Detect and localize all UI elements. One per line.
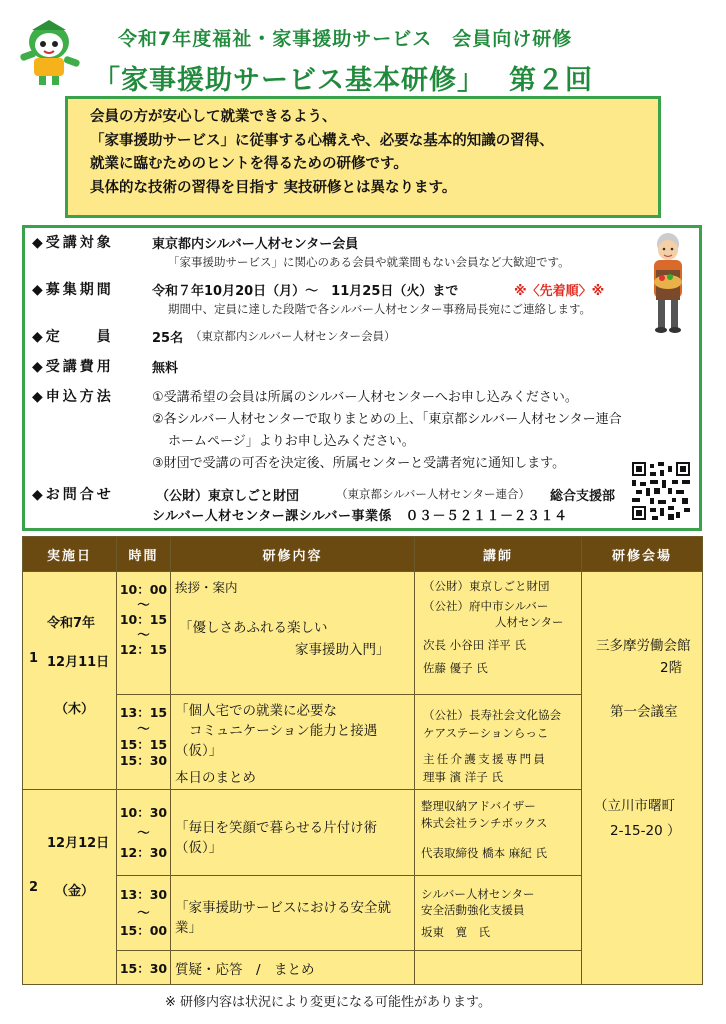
page-title xyxy=(93,58,593,97)
intro-line: 具体的な技術の習得を目指す 実技研修とは異なります。 xyxy=(90,179,457,196)
instructor-line: 理事 濱 洋子 氏 xyxy=(423,770,503,784)
instructor-cell xyxy=(415,951,582,985)
contact-dept: 総合支援部 xyxy=(550,489,616,504)
content-line: 業」 xyxy=(175,920,202,936)
content-line: 「優しさあふれる楽しい xyxy=(179,620,328,636)
time-cell xyxy=(117,695,171,790)
instructor-line: （公社）長寿社会文化協会 xyxy=(423,708,561,722)
content-line: 「毎日を笑顔で暮らせる片付け術 xyxy=(175,820,378,836)
instructor-line: 佐藤 優子 氏 xyxy=(423,661,488,675)
day2-date: 12月12日 xyxy=(47,836,110,851)
time-sep: ～ xyxy=(137,824,150,840)
time-sep: ～ xyxy=(137,627,150,642)
time-end: 12：15 xyxy=(119,642,168,657)
table-row xyxy=(23,572,703,695)
instructor-cell xyxy=(415,790,582,876)
content-line: コミュニケーション能力と接遇 xyxy=(189,723,378,739)
capacity-label: ◆定 員 xyxy=(32,329,114,345)
time-closing: 15：30 xyxy=(119,753,168,768)
title-text: 「家事援助サービス基本研修」 xyxy=(93,65,485,96)
header-time: 時間 xyxy=(117,537,171,572)
contact-label: ◆お問合せ xyxy=(32,487,114,503)
target-label: ◆受講対象 xyxy=(32,235,114,251)
instructor-line: 代表取締役 橋本 麻紀 氏 xyxy=(421,846,547,860)
intro-line: 就業に臨むためのヒントを得るための研修です。 xyxy=(90,156,408,172)
venue-address2: 2-15-20 ） xyxy=(610,823,681,839)
instructor-cell xyxy=(415,695,582,790)
apply-step-2-cont: ホームページ」よりお申し込みください。 xyxy=(168,434,415,449)
time-sep: ～ xyxy=(137,721,150,736)
instructor-line: 安全活動強化支援員 xyxy=(421,903,525,917)
target-value: 東京都内シルバー人材センター会員 xyxy=(152,237,359,252)
instructor-line: 人材センター xyxy=(495,615,564,629)
content-cell xyxy=(171,951,415,985)
apply-step-1: ①受講希望の会員は所属のシルバー人材センターへお申し込みください。 xyxy=(152,390,578,405)
header-content: 研修内容 xyxy=(171,537,415,572)
day2-dow: （金） xyxy=(55,884,95,899)
header-date: 実施日 xyxy=(23,537,117,572)
content-cell xyxy=(171,695,415,790)
apply-step-2: ②各シルバー人材センターで取りまとめの上、「東京都シルバー人材センター連合 xyxy=(152,412,622,427)
content-line: 本日のまとめ xyxy=(175,770,256,786)
day1-year: 令和7年 xyxy=(47,616,96,631)
target-note: 「家事援助サービス」に関心のある会員や就業間もない会員など大歓迎です。 xyxy=(168,255,570,269)
intro-box xyxy=(65,96,661,218)
instructor-line: （公財）東京しごと財団 xyxy=(423,579,550,593)
intro-line: 会員の方が安心して就業できるよう、 xyxy=(90,109,337,125)
content-cell xyxy=(171,790,415,876)
time-mid: 10：15 xyxy=(119,612,168,627)
time-start: 13：30 xyxy=(119,887,168,902)
content-line: （仮）」 xyxy=(175,840,223,856)
content-cell xyxy=(171,572,415,695)
venue-name: 三多摩労働会館 xyxy=(596,638,691,654)
time-start: 10：30 xyxy=(119,804,168,820)
content-line: 「個人宅での就業に必要な xyxy=(175,703,337,719)
instructor-line: 次長 小谷田 洋平 氏 xyxy=(423,638,526,652)
time-cell xyxy=(117,790,171,876)
fee-label: ◆受講費用 xyxy=(32,359,114,375)
time-start: 13：15 xyxy=(119,705,168,720)
apply-step-3: ③財団で受講の可否を決定後、所属センターと受講者宛に通知します。 xyxy=(152,456,566,471)
time-end: 15：15 xyxy=(119,737,168,752)
fee-value: 無料 xyxy=(152,361,179,376)
contact-org: （公財）東京しごと財団 xyxy=(156,489,300,504)
time-cell xyxy=(117,876,171,951)
intro-line: 「家事援助サービス」に従事する心構えや、必要な基本的知識の習得、 xyxy=(90,132,554,149)
table-header-row xyxy=(23,537,703,572)
subtitle: 令和7年度福祉・家事援助サービス 会員向け研修 xyxy=(118,28,573,50)
venue-room: 第一会議室 xyxy=(610,704,678,720)
content-line: 家事援助入門」 xyxy=(295,642,390,658)
instructor-cell xyxy=(415,876,582,951)
session-number: 第２回 xyxy=(509,65,593,96)
time-sep: ～ xyxy=(137,597,150,612)
time-cell xyxy=(117,572,171,695)
qr-code-icon xyxy=(632,462,690,520)
elderly-woman-icon xyxy=(640,230,696,340)
time-start: 10：00 xyxy=(119,582,168,597)
apply-label: ◆申込方法 xyxy=(32,389,114,405)
capacity-note: （東京都内シルバー人材センター会員） xyxy=(190,329,396,343)
day1-num: 1 xyxy=(29,651,39,666)
header-venue: 研修会場 xyxy=(582,537,703,572)
instructor-line: シルバー人材センター xyxy=(421,887,535,901)
header-instructor: 講師 xyxy=(415,537,582,572)
period-note: 期間中、定員に達した段階で各シルバー人材センター事務局長宛にご連絡します。 xyxy=(168,302,592,316)
mascot-icon xyxy=(12,18,86,88)
instructor-line: 主任介護支援専門員 xyxy=(423,752,548,766)
period-badge: ※〈先着順〉※ xyxy=(514,284,605,299)
time-cell xyxy=(117,951,171,985)
instructor-line: ケアステーションらっこ xyxy=(423,726,549,740)
time-sep: ～ xyxy=(137,905,150,920)
time-start: 15：30 xyxy=(119,960,168,976)
content-line: 挨拶・案内 xyxy=(175,580,238,595)
venue-address1: （立川市曙町 xyxy=(594,798,675,814)
day1-cell xyxy=(23,572,117,790)
instructor-line: 株式会社ランチボックス xyxy=(421,816,548,830)
day1-dow: （木） xyxy=(55,702,95,717)
schedule-table xyxy=(22,536,703,985)
time-end: 12：30 xyxy=(119,844,168,860)
venue-cell xyxy=(582,572,703,985)
day2-num: 2 xyxy=(29,880,39,895)
footnote: ※ 研修内容は状況により変更になる可能性があります。 xyxy=(165,995,491,1010)
contact-phone-line: シルバー人材センター課シルバー事業係 ０３－５２１１－２３１４ xyxy=(152,509,568,524)
content-line: 「家事援助サービスにおける安全就 xyxy=(175,900,391,916)
day2-cell xyxy=(23,790,117,985)
instructor-line: （公社）府中市シルバー xyxy=(423,599,549,613)
venue-floor: 2階 xyxy=(660,660,683,676)
instructor-line: 整理収納アドバイザー xyxy=(421,799,536,813)
day1-date: 12月11日 xyxy=(47,655,110,670)
content-line: 質疑・応答 / まとめ xyxy=(175,961,315,978)
content-cell xyxy=(171,876,415,951)
period-label: ◆募集期間 xyxy=(32,282,114,298)
content-line: （仮）」 xyxy=(175,743,223,759)
capacity-value: 25名 xyxy=(152,331,184,346)
contact-org-note: （東京都シルバー人材センター連合） xyxy=(336,487,530,501)
period-value: 令和７年10月20日（月）～ 11月25日（火）まで xyxy=(152,284,459,299)
instructor-line: 坂東 寛 氏 xyxy=(421,925,490,939)
instructor-cell xyxy=(415,572,582,695)
time-end: 15：00 xyxy=(119,923,168,938)
